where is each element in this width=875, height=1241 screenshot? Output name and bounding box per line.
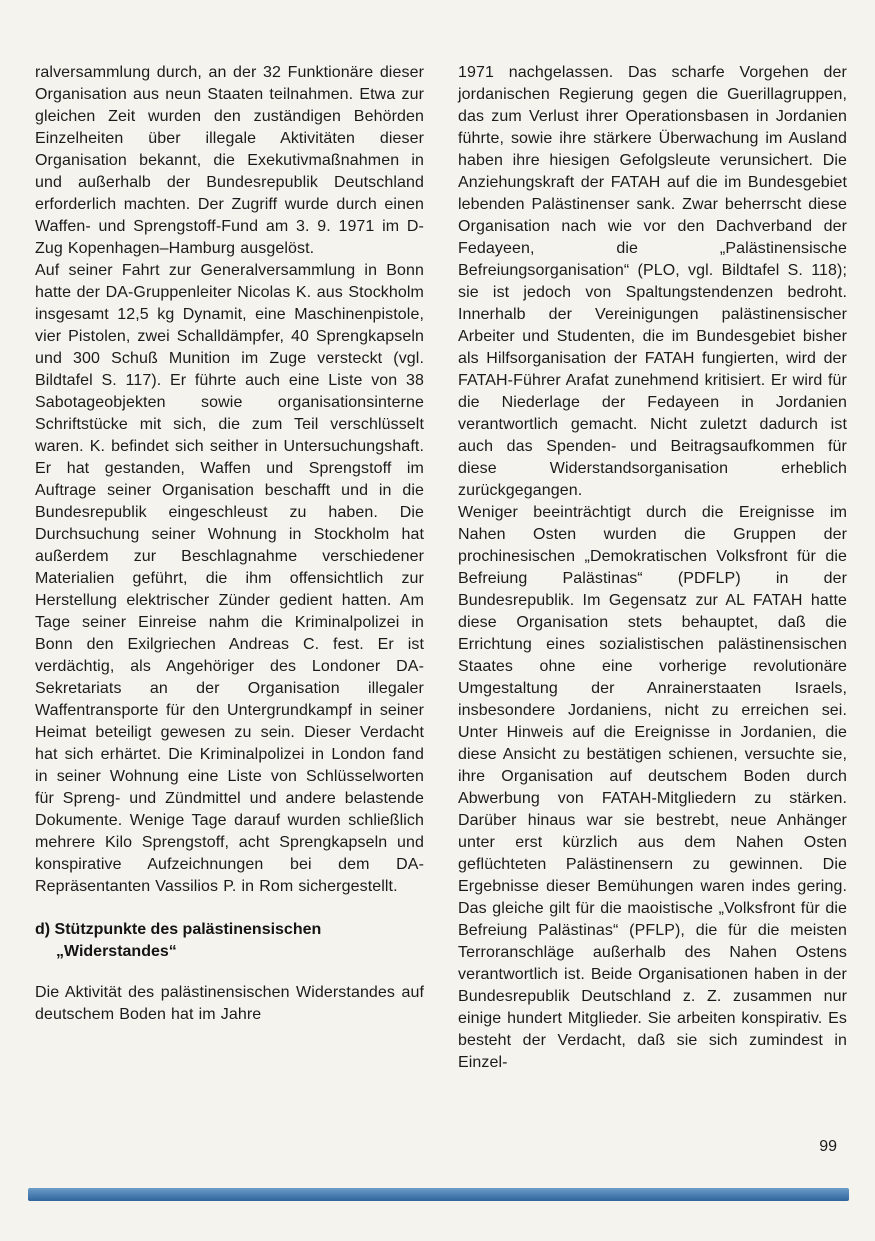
left-column [35,62,424,1074]
bottom-rule [28,1188,849,1201]
paragraph: Weniger beeinträchtigt durch die Ereignisse im Nahen Osten wurden die Gruppen der prochinesischen „Demokratischen Volksfront für die Befreiung Palästinas“ (PDFLP) in der Bundesrepublik. Im Gegensatz zur AL FATAH hatte diese Organisation stets behauptet, daß die Errichtung eines sozialistischen palästinensischen Staates ohne eine vorherige revolutionäre Umgestaltung der Anrainerstaaten Israels, insbesondere Jordaniens, nicht zu erreichen sei. Unter Hinweis auf die Ereignisse in Jordanien, die diese Ansicht zu bestätigen schienen, versuchte sie, ihre Organisation auf deutschem Boden durch Abwerbung von FATAH-Mitgliedern zu stärken. Darüber hinaus war sie bestrebt, neue Anhänger unter erst kürzlich aus dem Nahen Osten geflüchteten Palästinensern zu gewinnen. Die Ergebnisse dieser Bemühungen waren indes gering. Das gleiche gilt für die maoistische „Volksfront für die Befreiung Palästinas“ (PFLP), die für die meisten Terroranschläge außerhalb des Nahen Ostens verantwortlich ist. Beide Organisationen haben in der Bundesrepublik Deutschland z. Z. zusammen nur einige hundert Mitglieder. Sie arbeiten konspirativ. Es besteht der Verdacht, daß sie sich zumindest in Einzel- [458,504,847,1071]
paragraph: Die Aktivität des palästinensischen Widerstandes auf deutschem Boden hat im Jahre [35,984,424,1023]
section-heading-line1: d) Stützpunkte des palästinensischen [35,921,322,938]
section-heading [35,919,424,963]
paragraph: 1971 nachgelassen. Das scharfe Vorgehen der jordanischen Regierung gegen die Guerillagruppen, das zum Verlust ihrer Operationsbasen in Jordanien führte, sowie ihre stärkere Überwachung im Ausland haben ihre hiesigen Gefolgsleute verunsichert. Die Anziehungskraft der FATAH auf die im Bundesgebiet lebenden Palästinenser sank. Zwar beherrscht diese Organisation nach wie vor den Dachverband der Fedayeen, die „Palästinensische Befreiungsorganisation“ (PLO, vgl. Bildtafel S. 118); sie ist jedoch von Spaltungstendenzen bedroht. Innerhalb der Vereinigungen palästinensischer Arbeiter und Studenten, die im Bundesgebiet bisher als Hilfsorganisation der FATAH fungierten, wird der FATAH-Führer Arafat zunehmend kritisiert. Er wird für die Niederlage der Fedayeen in Jordanien verantwortlich gemacht. Nicht zuletzt dadurch ist auch das Spenden- und Beitragsaufkommen für diese Widerstandsorganisation erheblich zurückgegangen. [458,64,847,499]
paragraph: ralversammlung durch, an der 32 Funktionäre dieser Organisation aus neun Staaten teilnahmen. Etwa zur gleichen Zeit wurden den zuständigen Behörden Einzelheiten über illegale Aktivitäten dieser Organisation bekannt, die Exekutivmaßnahmen in und außerhalb der Bundesrepublik Deutschland erforderlich machten. Der Zugriff wurde durch einen Waffen- und Sprengstoff-Fund am 3. 9. 1971 im D-Zug Kopenhagen–Hamburg ausgelöst. [35,64,424,257]
section-heading-line2: „Widerstandes“ [56,943,177,960]
text-columns [35,62,847,1074]
right-column [458,62,847,1074]
page-number: 99 [819,1138,837,1155]
paragraph: Auf seiner Fahrt zur Generalversammlung in Bonn hatte der DA-Gruppenleiter Nicolas K. aus Stockholm insgesamt 12,5 kg Dynamit, eine Maschinenpistole, vier Pistolen, zwei Schalldämpfer, 40 Sprengkapseln und 300 Schuß Munition im Zuge versteckt (vgl. Bildtafel S. 117). Er führte auch eine Liste von 38 Sabotageobjekten sowie organisationsinterne Schriftstücke mit sich, die zum Teil verschlüsselt waren. K. befindet sich seither in Untersuchungshaft. Er hat gestanden, Waffen und Sprengstoff im Auftrage seiner Organisation beschafft und in die Bundesrepublik eingeschleust zu haben. Die Durchsuchung seiner Wohnung in Stockholm hat außerdem zur Beschlagnahme verschiedener Materialien geführt, die ihm offensichtlich zur Herstellung elektrischer Zünder gedient hatten. Am Tage seiner Einreise nahm die Kriminalpolizei in Bonn den Exilgriechen Andreas C. fest. Er ist verdächtig, als Angehöriger des Londoner DA-Sekretariats an der Organisation illegaler Waffentransporte für den Untergrundkampf in seiner Heimat beteiligt gewesen zu sein. Dieser Verdacht hat sich erhärtet. Die Kriminalpolizei in London fand in seiner Wohnung eine Liste von Schlüsselworten für Spreng- und Zündmittel und andere belastende Dokumente. Wenige Tage darauf wurden schließlich mehrere Kilo Sprengstoff, acht Sprengkapseln und konspirative Aufzeichnungen bei dem DA-Repräsentanten Vassilios P. in Rom sichergestellt. [35,262,424,895]
